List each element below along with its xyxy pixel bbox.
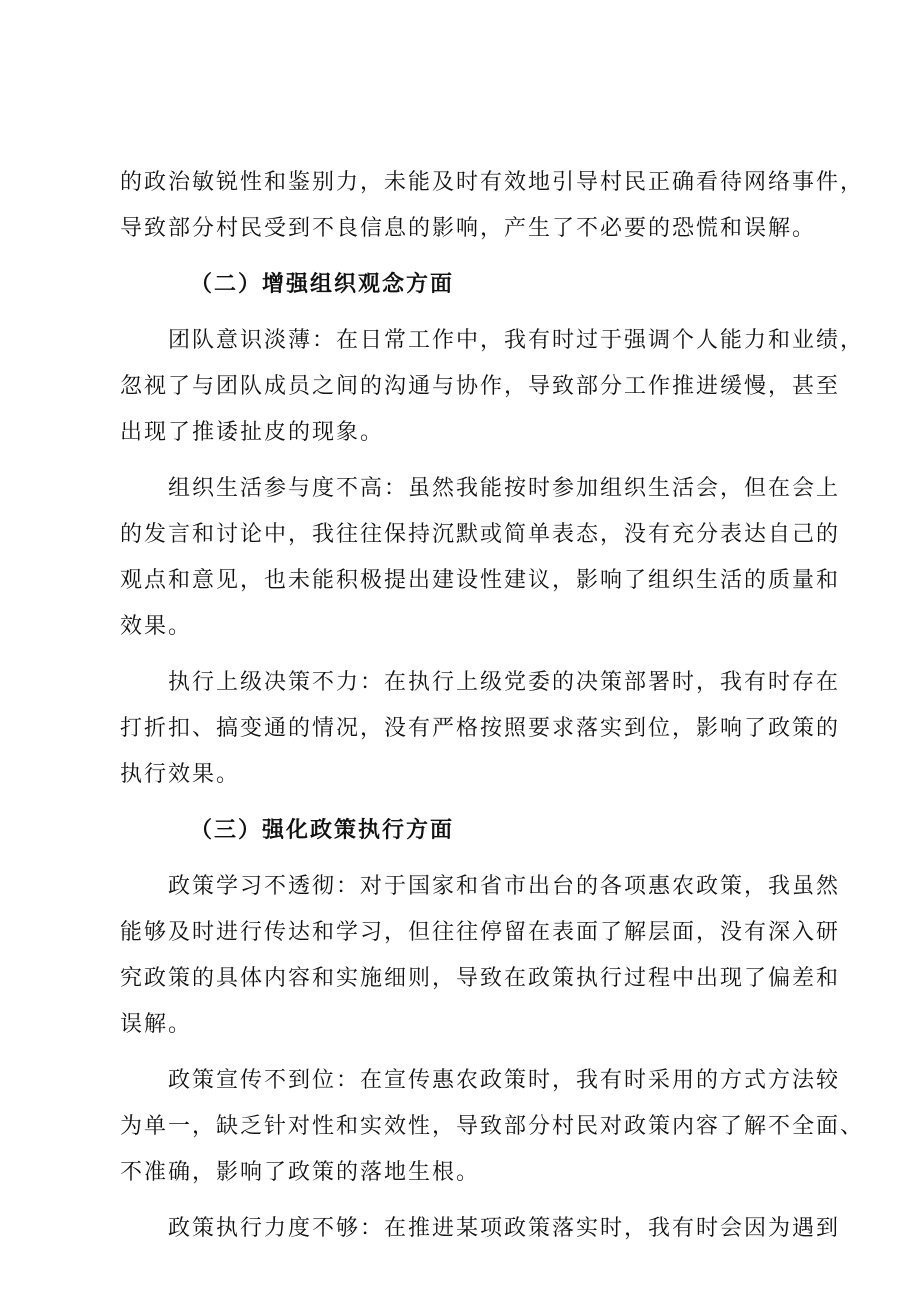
text-line: 不准确，影响了政策的落地生根。 bbox=[120, 1160, 481, 1185]
text-line: 执行效果。 bbox=[120, 762, 241, 787]
text-line: 究政策的具体内容和实施细则，导致在政策执行过程中出现了偏差和 bbox=[120, 966, 841, 991]
paragraph-continuation bbox=[120, 160, 865, 252]
section-heading-3 bbox=[120, 808, 820, 854]
text-line: 误解。 bbox=[120, 1012, 193, 1037]
text-line: 团队意识淡薄：在日常工作中，我有时过于强调个人能力和业绩， bbox=[168, 328, 865, 353]
section-heading-2 bbox=[120, 262, 820, 308]
text-line: 观点和意见，也未能积极提出建设性建议，影响了组织生活的质量和 bbox=[120, 568, 841, 593]
text-line: 组织生活参与度不高：虽然我能按时参加组织生活会，但在会上 bbox=[168, 476, 841, 501]
text-line: 忽视了与团队成员之间的沟通与协作，导致部分工作推进缓慢，甚至 bbox=[120, 374, 841, 399]
paragraph-policy-promotion bbox=[120, 1058, 865, 1196]
text-line: 政策宣传不到位：在宣传惠农政策时，我有时采用的方式方法较 bbox=[168, 1068, 841, 1093]
paragraph-execution bbox=[120, 660, 841, 798]
text-line: 效果。 bbox=[120, 614, 193, 639]
paragraph-team-awareness bbox=[120, 318, 865, 456]
paragraph-policy-enforcement bbox=[120, 1206, 841, 1252]
text-line: 执行上级决策不力：在执行上级党委的决策部署时，我有时存在 bbox=[168, 670, 841, 695]
text-line: 政策学习不透彻：对于国家和省市出台的各项惠农政策，我虽然 bbox=[168, 874, 841, 899]
text-line: 能够及时进行传达和学习，但往往停留在表面了解层面，没有深入研 bbox=[120, 920, 841, 945]
heading-text: （三）强化政策执行方面 bbox=[190, 818, 455, 843]
text-line: 的发言和讨论中，我往往保持沉默或简单表态，没有充分表达自己的 bbox=[120, 522, 841, 547]
text-line: 导致部分村民受到不良信息的影响，产生了不必要的恐慌和误解。 bbox=[120, 216, 817, 241]
text-line: 打折扣、搞变通的情况，没有严格按照要求落实到位，影响了政策的 bbox=[120, 716, 841, 741]
text-line: 的政治敏锐性和鉴别力，未能及时有效地引导村民正确看待网络事件， bbox=[120, 170, 865, 195]
text-line: 为单一，缺乏针对性和实效性，导致部分村民对政策内容了解不全面、 bbox=[120, 1114, 865, 1139]
paragraph-policy-study bbox=[120, 864, 841, 1048]
paragraph-organization-life bbox=[120, 466, 841, 650]
text-line: 政策执行力度不够：在推进某项政策落实时，我有时会因为遇到 bbox=[168, 1216, 841, 1241]
document-body bbox=[120, 160, 865, 1252]
text-line: 出现了推诿扯皮的现象。 bbox=[120, 420, 385, 445]
heading-text: （二）增强组织观念方面 bbox=[190, 272, 455, 297]
